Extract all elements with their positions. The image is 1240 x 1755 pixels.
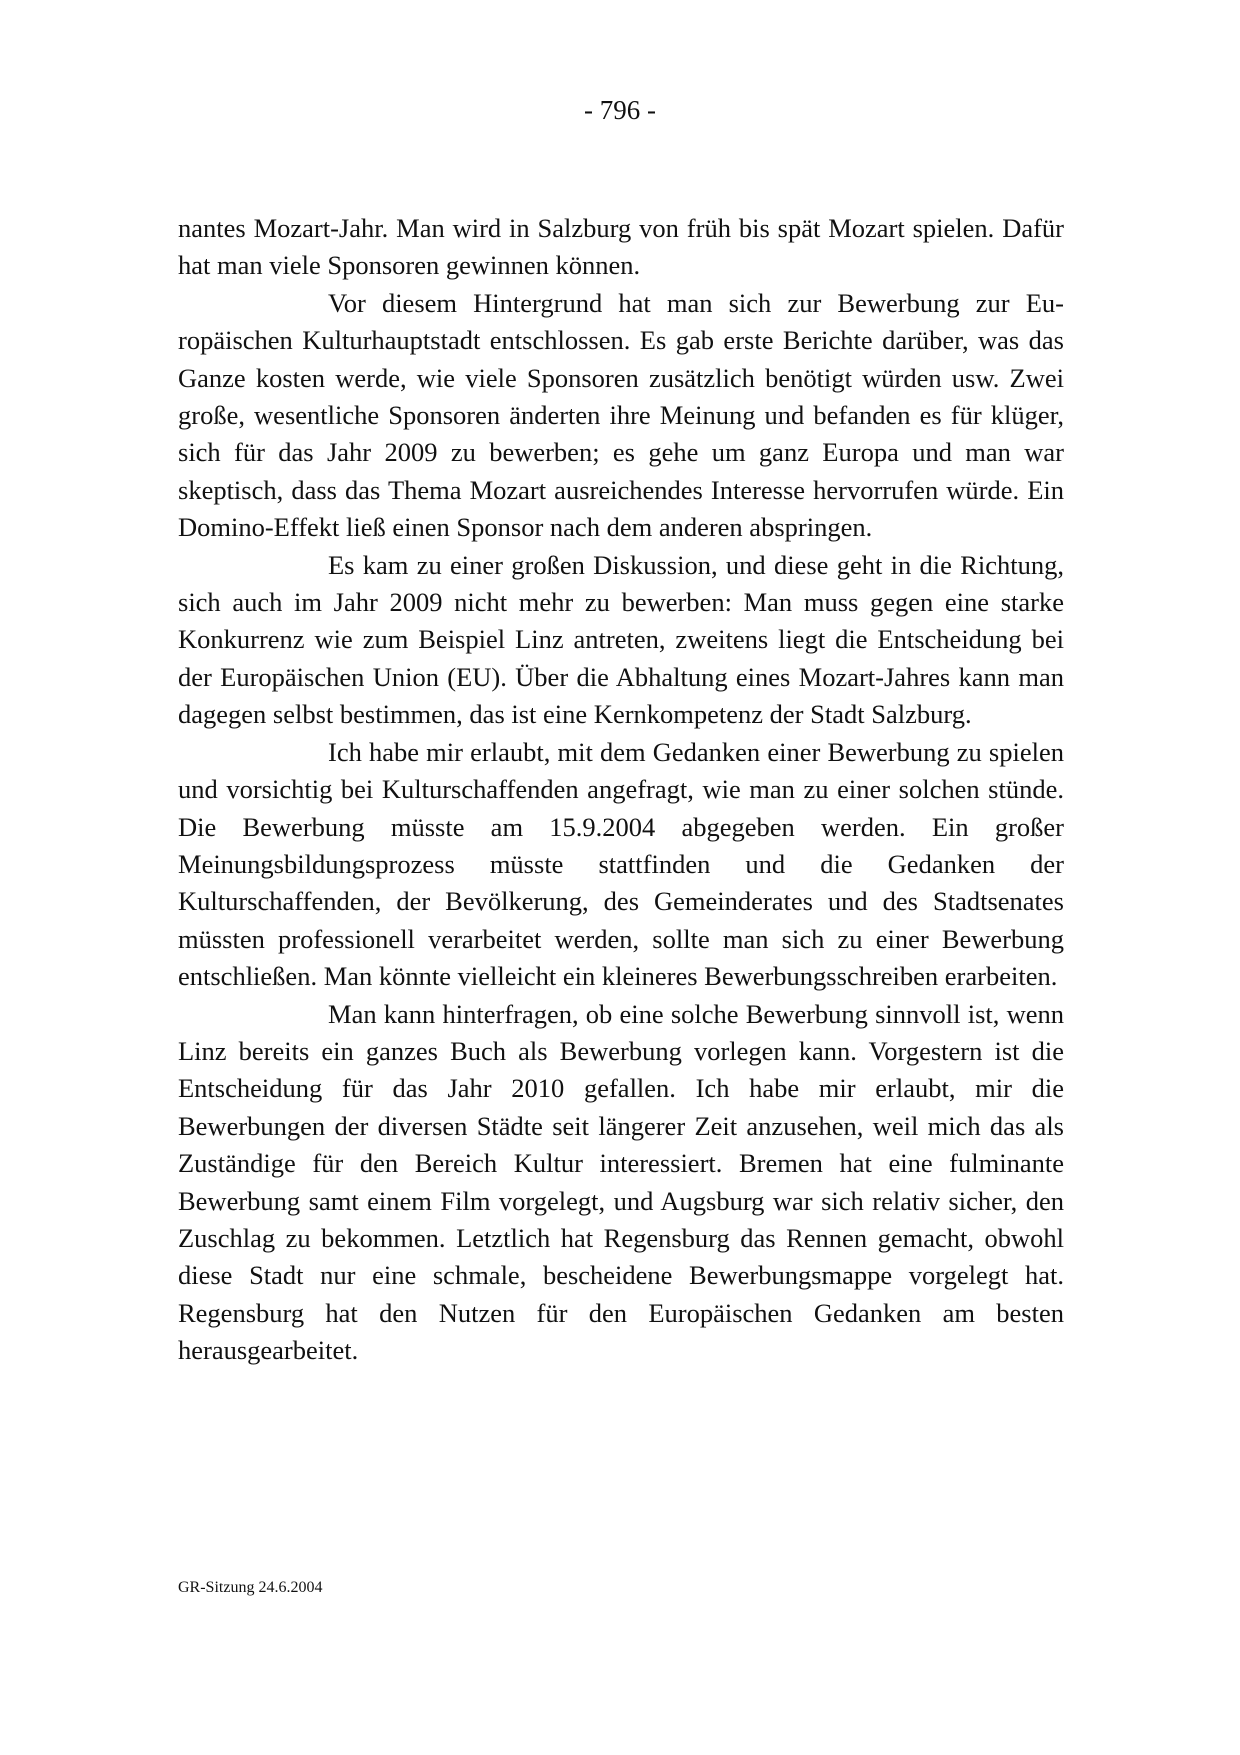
body-text: [178, 210, 1064, 1370]
page-number: - 796 -: [584, 95, 656, 125]
paragraph: Man kann hinterfragen, ob eine solche Bewerbung sinnvoll ist, wenn Linz bereits ein ganzes Buch als Bewerbung vorlegen kann. Vorgestern ist die Entscheidung für das Jahr 2010 gefallen. Ich habe mir erlaubt, mir die Bewerbungen der diversen Städte seit längerer Zeit anzusehen, weil mich das als Zuständige für den Bereich Kultur interessiert. Bremen hat eine fulminante Bewerbung samt einem Film vorgelegt, und Augsburg war sich relativ sicher, den Zuschlag zu bekommen. Letztlich hat Regensburg das Rennen gemacht, obwohl diese Stadt nur eine schmale, bescheidene Bewerbungsmappe vorgelegt hat. Regensburg hat den Nutzen für den Europäischen Gedanken am besten herausgearbeitet.: [178, 998, 1064, 1366]
paragraph: Es kam zu einer großen Diskussion, und diese geht in die Richtung, sich auch im Jahr 2009 nicht mehr zu bewerben: Man muss gegen eine starke Konkurrenz wie zum Beispiel Linz antreten, zweitens liegt die Entscheidung bei der Europäischen Union (EU). Über die Abhaltung eines Mozart-Jahres kann man dagegen selbst bestimmen, das ist eine Kernkompetenz der Stadt Salzburg.: [178, 549, 1064, 730]
paragraph: nantes Mozart-Jahr. Man wird in Salzburg von früh bis spät Mozart spielen. Dafür hat man viele Sponsoren gewinnen können.: [178, 213, 1064, 281]
paragraph: Vor diesem Hintergrund hat man sich zur Bewerbung zur Europäischen Kulturhauptstadt entschlossen. Es gab erste Berichte darüber, was das Ganze kosten werde, wie viele Sponsoren zusätzlich benötigt würden usw. Zwei große, wesentliche Sponsoren änderten ihre Meinung und befanden es für klüger, sich für das Jahr 2009 zu bewerben; es gehe um ganz Europa und man war skeptisch, dass das Thema Mozart ausreichendes Interesse hervorrufen würde. Ein Domino-Effekt ließ einen Sponsor nach dem anderen abspringen.: [178, 287, 1064, 543]
paragraph: Ich habe mir erlaubt, mit dem Gedanken einer Bewerbung zu spielen und vorsichtig bei Kulturschaffenden angefragt, wie man zu einer solchen stünde. Die Bewerbung müsste am 15.9.2004 abgegeben werden. Ein großer Meinungsbildungsprozess müsste stattfinden und die Gedanken der Kulturschaffenden, der Bevölkerung, des Gemeinderates und des Stadtsenates müssten professionell verarbeitet werden, sollte man sich zu einer Bewerbung entschließen. Man könnte vielleicht ein kleineres Bewerbungsschreiben erarbeiten.: [178, 736, 1064, 992]
footer-session-date: GR-Sitzung 24.6.2004: [178, 1579, 323, 1596]
